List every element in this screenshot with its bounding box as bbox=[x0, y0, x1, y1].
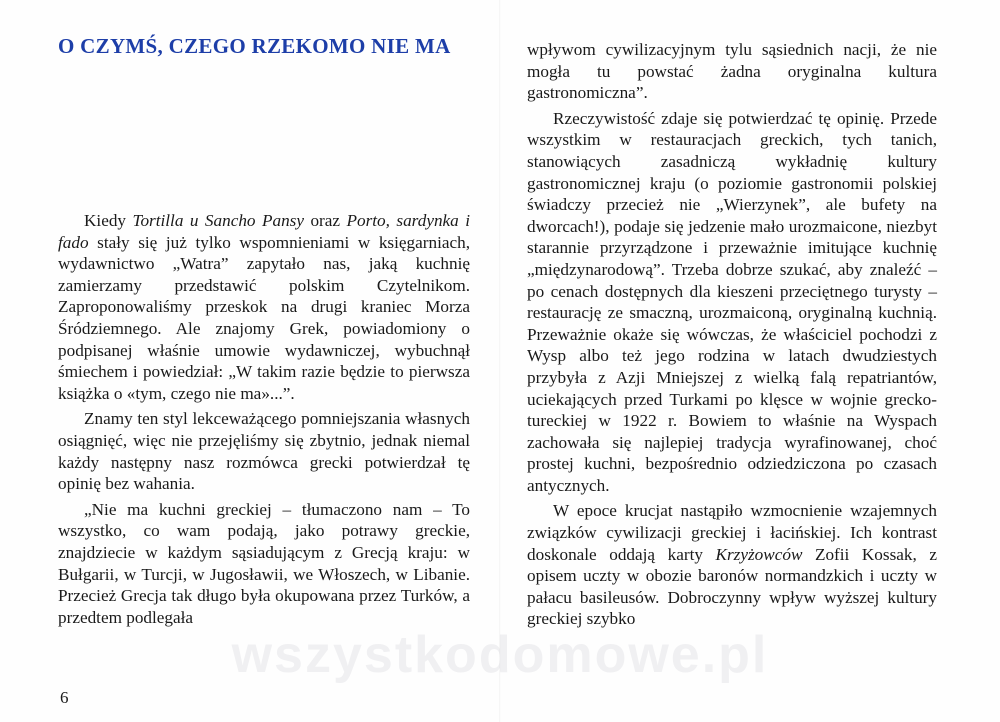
book-title-text: Krzyżowców bbox=[715, 544, 803, 564]
book-title-text: Tortilla u Sancho Pansy bbox=[132, 211, 304, 230]
text-segment: Znamy ten styl lekceważącego pomniejszania własnych osiągnięć, więc nie przejęliśmy się zbytnio, jednak niemal każdy następny nasz rozmówca grecki potwierdzał tę opinię bez wahania. bbox=[58, 409, 470, 494]
page-number: 6 bbox=[60, 688, 69, 707]
right-page-body bbox=[527, 39, 937, 630]
chapter-title: O CZYMŚ, CZEGO RZEKOMO NIE MA bbox=[58, 34, 451, 58]
paragraph bbox=[527, 500, 937, 630]
paragraph bbox=[58, 499, 470, 629]
text-segment: stały się już tylko wspomnieniami w księgarniach, wydawnictwo „Watra” zapytało nas, jaką kuchnię zamierzamy przedstawić polskim Czytelnikom. Zaproponowaliśmy przeskok na drugi kraniec Morza Śródziemnego. Ale znajomy Grek, powiadomiony o podpisanej właśnie umowie wydawniczej, wybuchnął śmiechem i powiedział: „W takim razie będzie to pierwsza książka o «tym, czego nie ma»...”. bbox=[58, 232, 470, 403]
paragraph bbox=[58, 210, 470, 404]
text-segment: Kiedy bbox=[84, 211, 133, 230]
text-segment: Rzeczywistość zdaje się potwierdzać tę opinię. Przede wszystkim w restauracjach greckich, tych tanich, stanowiących zasadniczą wykładnię kultury gastronomicznej kraju (o poziomie gastronomii polskiej świadczy przecież nie „Wierzynek”, ale bufety na dworcach!), podaje się jedzenie mało urozmaicone, niezbyt starannie przyrządzone i przeważnie imitujące kuchnię „międzynarodową”. Trzeba dobrze szukać, aby znaleźć – po cenach dostępnych dla kieszeni przeciętnego turysty – restaurację ze smaczną, urozmaiconą, oryginalną kuchnią. Przeważnie okaże się wówczas, że właściciel pochodzi z Wysp albo też jego rodzina w latach dwudziestych przybyła z Azji Mniejszej z wielką falą repatriantów, uciekających przed Turkami po klęsce w wojnie grecko-tureckiej w 1922 r. Bowiem to właśnie na Wyspach zachowała się najlepiej tradycja wyrafinowanej, choć prostej kuchni, bezpośrednio odziedziczona po czasach antycznych. bbox=[527, 108, 937, 495]
text-segment: oraz bbox=[304, 211, 347, 230]
book-title-text: Porto, sardynka i fado bbox=[58, 211, 471, 252]
text-segment: W epoce krucjat nastąpiło wzmocnienie wzajemnych związków cywilizacji greckiej i łacińskiej. Ich kontrast doskonale oddają karty bbox=[527, 501, 937, 564]
text-segment: wpływom cywilizacyjnym tylu sąsiednich nacji, że nie mogła tu powstać żadna oryginalna kultura gastronomiczna”. bbox=[527, 40, 937, 103]
right-page bbox=[500, 0, 1000, 722]
paragraph bbox=[527, 39, 937, 104]
paragraph bbox=[58, 408, 470, 494]
site-watermark: wszystkodomowe.pl bbox=[231, 626, 769, 684]
text-segment: „Nie ma kuchni greckiej – tłumaczono nam – To wszystko, co wam podają, jako potrawy greckie, znajdziecie w każdym sąsiadującym z Grecją kraju: w Bułgarii, w Turcji, w Jugosławii, we Włoszech, w Libanie. Przecież Grecja tak długo była okupowana przez Turków, a przedtem podlegała bbox=[58, 499, 470, 627]
paragraph bbox=[527, 108, 937, 497]
left-page-body bbox=[58, 210, 470, 628]
text-segment: Zofii Kossak, z opisem uczty w obozie baronów normandzkich i uczty w pałacu basileusów. Dobroczynny wpływ wyższej kultury greckiej szybko bbox=[527, 544, 937, 629]
